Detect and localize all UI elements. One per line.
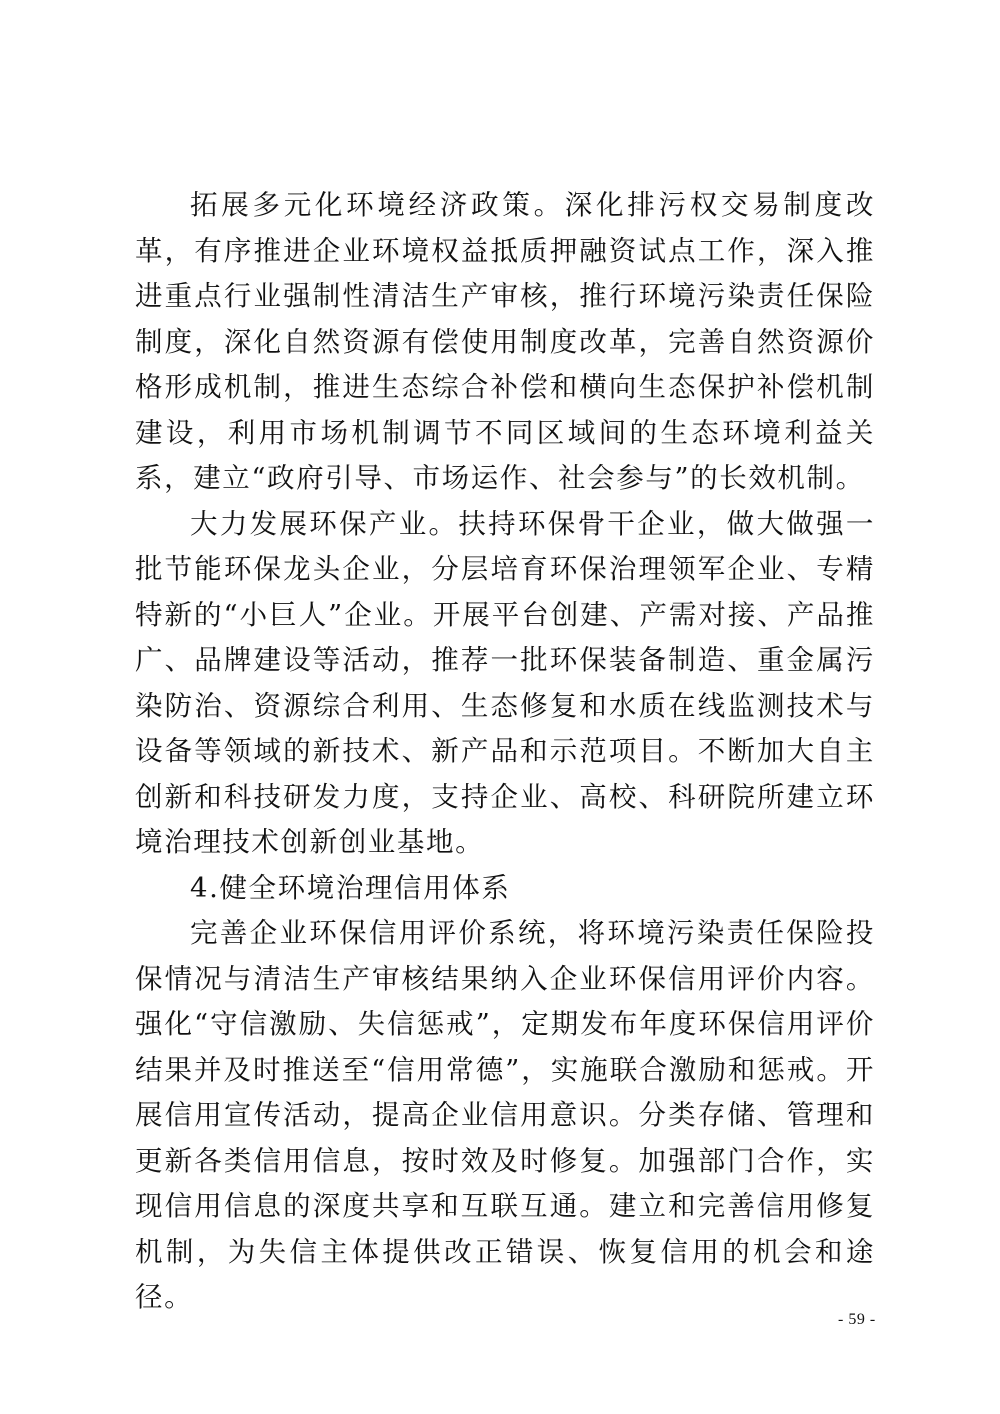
page-number: - 59 - bbox=[838, 1311, 876, 1328]
paragraph-environmental-economic-policy: 拓展多元化环境经济政策。深化排污权交易制度改革，有序推进企业环境权益抵质押融资试点工作，深入推进重点行业强制性清洁生产审核，推行环境污染责任保险制度，深化自然资源有偿使用制度改革，完善自然资源价格形成机制，推进生态综合补偿和横向生态保护补偿机制建设，利用市场机制调节不同区域间的生态环境利益关系，建立“政府引导、市场运作、社会参与”的长效机制。 bbox=[135, 189, 875, 494]
paragraph-environmental-industry: 大力发展环保产业。扶持环保骨干企业，做大做强一批节能环保龙头企业，分层培育环保治理领军企业、专精特新的“小巨人”企业。开展平台创建、产需对接、产品推广、品牌建设等活动，推荐一批环保装备制造、重金属污染防治、资源综合利用、生态修复和水质在线监测技术与设备等领域的新技术、新产品和示范项目。不断加大自主创新和科技研发力度，支持企业、高校、科研院所建立环境治理技术创新创业基地。 bbox=[135, 507, 875, 858]
section-heading: 4.健全环境治理信用体系 bbox=[190, 871, 511, 904]
document-body bbox=[135, 183, 875, 1321]
paragraph-credit-system: 完善企业环保信用评价系统，将环境污染责任保险投保情况与清洁生产审核结果纳入企业环保信用评价内容。强化“守信激励、失信惩戒”，定期发布年度环保信用评价结果并及时推送至“信用常德”，实施联合激励和惩戒。开展信用宣传活动，提高企业信用意识。分类存储、管理和更新各类信用信息，按时效及时修复。加强部门合作，实现信用信息的深度共享和互联互通。建立和完善信用修复机制，为失信主体提供改正错误、恢复信用的机会和途径。 bbox=[135, 917, 875, 1313]
